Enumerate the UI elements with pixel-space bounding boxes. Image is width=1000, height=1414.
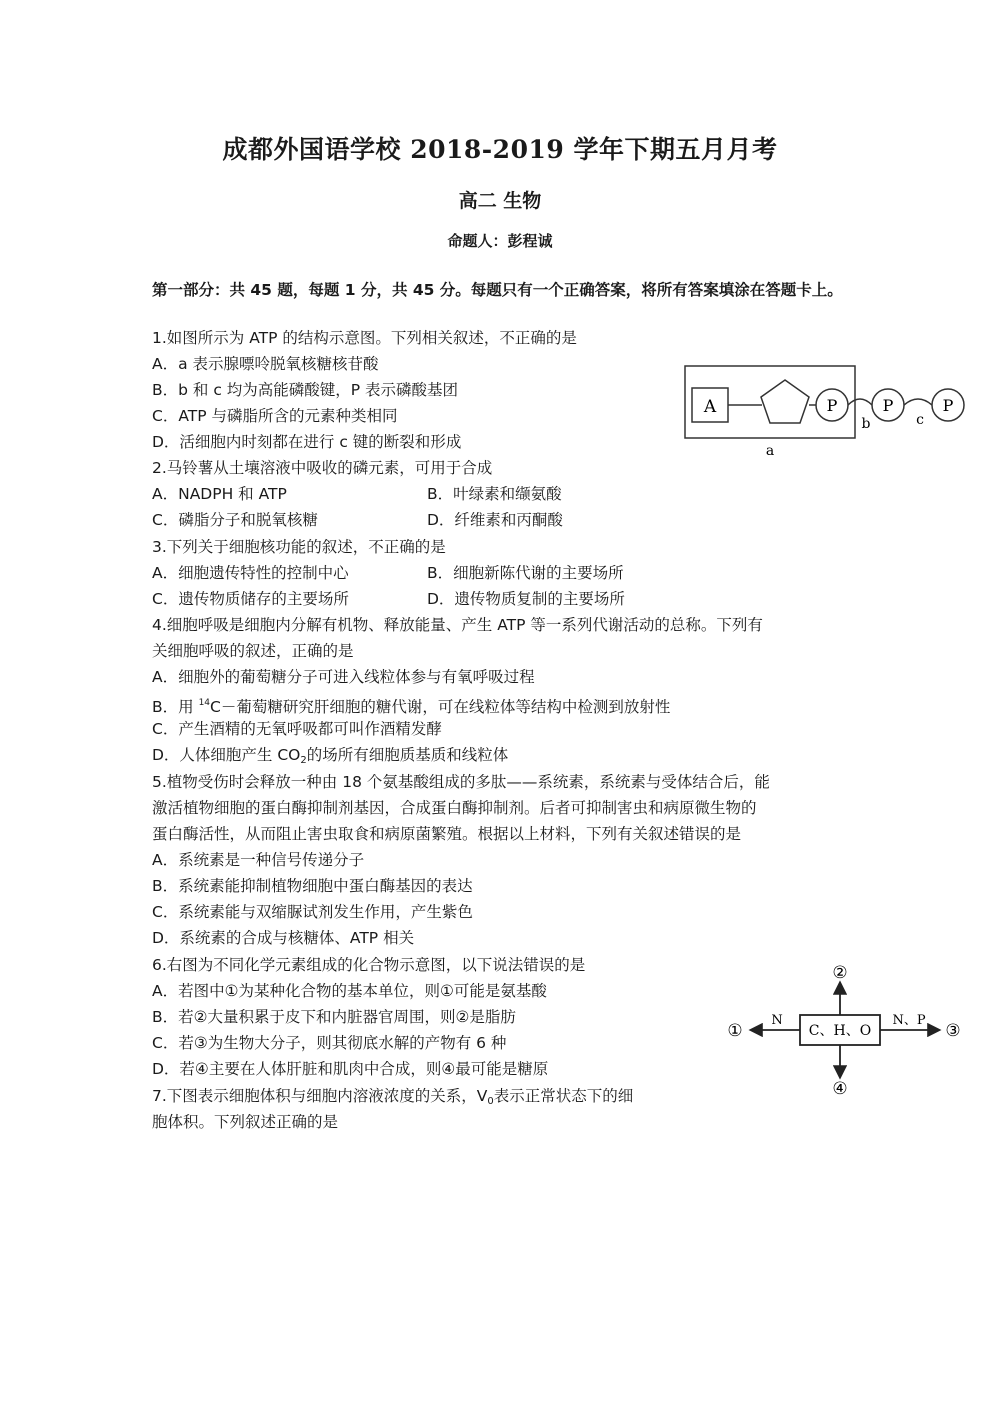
q3-option-a: A．细胞遗传特性的控制中心 <box>152 564 349 582</box>
label-c: c <box>916 412 924 428</box>
exam-author: 命题人：彭程诚 <box>447 232 553 250</box>
q1-option-b: B．b 和 c 均为高能磷酸键，P 表示磷酸基团 <box>152 381 459 399</box>
q2-option-c: C．磷脂分子和脱氧核糖 <box>152 511 318 529</box>
label-a: a <box>765 443 775 458</box>
ribose-pentagon <box>761 380 809 423</box>
q4-option-b: B．用 $^{14}$C－葡萄糖研究肝细胞的糖代谢，可在线粒体等结构中检测到放射性 <box>152 698 671 716</box>
q5-option-d: D．系统素的合成与核糖体、ATP 相关 <box>152 929 415 947</box>
exam-subtitle: 高二 生物 <box>458 190 542 212</box>
q4-option-d: D．人体细胞产生 $CO_2$的场所有细胞质基质和线粒体 <box>152 746 509 766</box>
q4-option-c: C．产生酒精的无氧呼吸都可叫作酒精发酵 <box>152 720 442 738</box>
q5-stem-line-1: 5.植物受伤时会释放一种由 18 个氨基酸组成的多肽——系统素，系统素与受体结合后，能 <box>152 773 770 791</box>
q5-option-b: B．系统素能抑制植物细胞中蛋白酶基因的表达 <box>152 877 473 895</box>
q1-option-d: D．活细胞内时刻都在进行 c 键的断裂和形成 <box>152 433 462 451</box>
q1-option-a: A．a 表示腺嘌呤脱氧核糖核苷酸 <box>152 355 379 373</box>
q6-option-a: A．若图中①为某种化合物的基本单位，则①可能是氨基酸 <box>152 982 547 1000</box>
q1-option-c: C．ATP 与磷脂所含的元素种类相同 <box>152 407 398 425</box>
adenine-label: A <box>703 397 717 417</box>
q7-stem-line-1: 7.下图表示细胞体积与细胞内溶液浓度的关系，$V_0$表示正常状态下的细 <box>152 1087 634 1107</box>
phosphate-label-3: P <box>942 396 954 415</box>
exam-title: 成都外国语学校 2018-2019 学年下期五月月考 <box>222 135 778 164</box>
nitrogen-phosphorus-label: N、P <box>892 1013 926 1028</box>
compound-1-label: ① <box>727 1021 743 1041</box>
element-compound-figure <box>720 960 970 1100</box>
q4-stem-line-2: 关细胞呼吸的叙述，正确的是 <box>152 642 354 660</box>
label-b: b <box>861 416 871 432</box>
phosphate-label-2: P <box>882 396 894 415</box>
compound-4-label: ④ <box>832 1079 848 1099</box>
q3-option-d: D．遗传物质复制的主要场所 <box>427 590 625 608</box>
q2-option-b: B．叶绿素和缬氨酸 <box>427 485 562 503</box>
q2-option-d: D．纤维素和丙酮酸 <box>427 511 563 529</box>
bond-b <box>848 399 872 405</box>
q7-stem-line-2: 胞体积。下列叙述正确的是 <box>152 1113 339 1131</box>
q3-option-b: B．细胞新陈代谢的主要场所 <box>427 564 624 582</box>
q5-stem-line-3: 蛋白酶活性，从而阻止害虫取食和病原菌繁殖。根据以上材料，下列有关叙述错误的是 <box>152 825 742 843</box>
center-label: C、H、O <box>808 1023 872 1039</box>
q5-stem-line-2: 激活植物细胞的蛋白酶抑制剂基因，合成蛋白酶抑制剂。后者可抑制害虫和病原微生物的 <box>152 799 757 817</box>
q6-option-b: B．若②大量积累于皮下和内脏器官周围，则②是脂肪 <box>152 1008 516 1026</box>
q2-stem: 2.马铃薯从土壤溶液中吸收的磷元素，可用于合成 <box>152 459 493 477</box>
q6-stem: 6.右图为不同化学元素组成的化合物示意图，以下说法错误的是 <box>152 956 586 974</box>
compound-2-label: ② <box>832 963 848 983</box>
compound-3-label: ③ <box>945 1021 961 1041</box>
q3-stem: 3.下列关于细胞核功能的叙述，不正确的是 <box>152 538 446 556</box>
q4-option-a: A．细胞外的葡萄糖分子可进入线粒体参与有氧呼吸过程 <box>152 668 535 686</box>
q6-option-d: D．若④主要在人体肝脏和肌肉中合成，则④最可能是糖原 <box>152 1060 549 1078</box>
bond-c <box>904 399 932 405</box>
q3-option-c: C．遗传物质储存的主要场所 <box>152 590 349 608</box>
q5-option-a: A．系统素是一种信号传递分子 <box>152 851 365 869</box>
atp-structure-figure <box>680 358 980 458</box>
section-intro: 第一部分：共 45 题，每题 1 分，共 45 分。每题只有一个正确答案，将所有答案填涂在答题卡上。 <box>152 281 843 299</box>
q2-option-a: A．NADPH 和 ATP <box>152 485 287 503</box>
q5-option-c: C．系统素能与双缩脲试剂发生作用，产生紫色 <box>152 903 473 921</box>
q1-stem: 1.如图所示为 ATP 的结构示意图。下列相关叙述，不正确的是 <box>152 329 577 347</box>
q4-stem-line-1: 4.细胞呼吸是细胞内分解有机物、释放能量、产生 ATP 等一系列代谢活动的总称。下列有 <box>152 616 763 634</box>
q6-option-c: C．若③为生物大分子，则其彻底水解的产物有 6 种 <box>152 1034 507 1052</box>
phosphate-label-1: P <box>826 396 838 415</box>
nitrogen-label: N <box>771 1013 783 1028</box>
